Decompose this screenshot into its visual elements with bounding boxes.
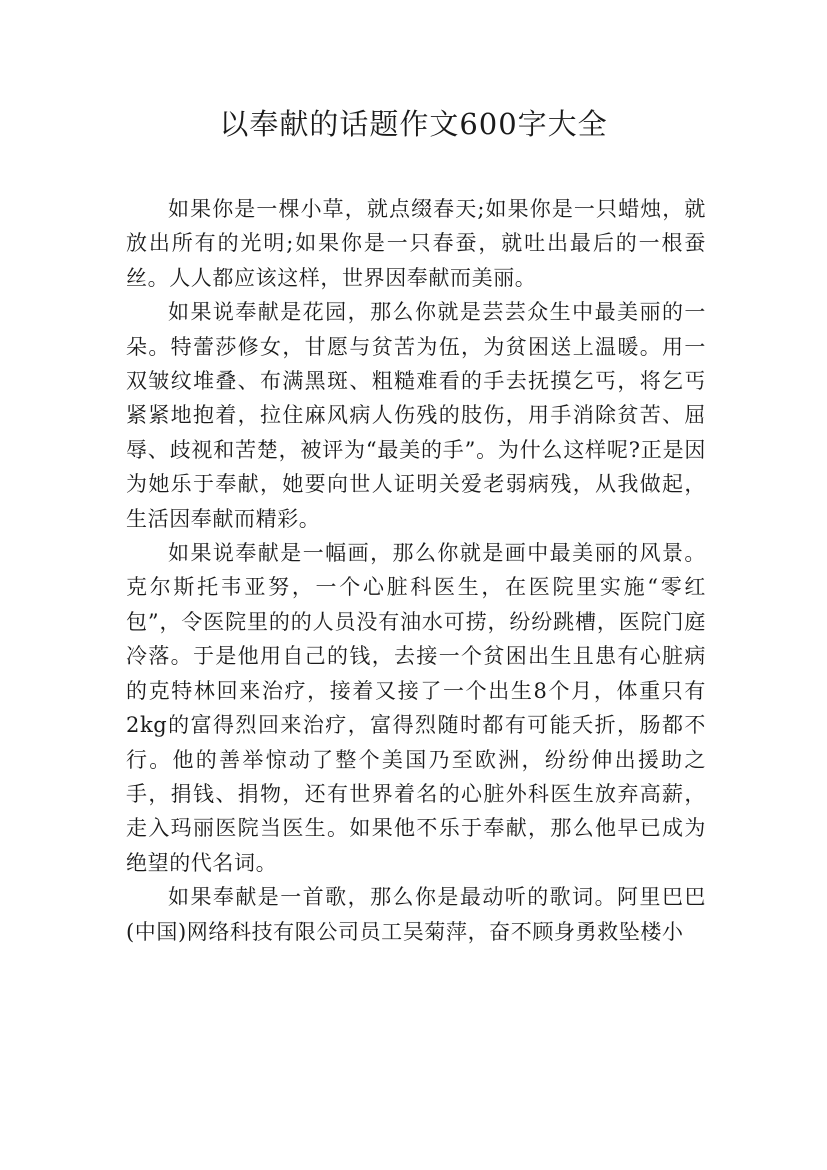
document-title: 以奉献的话题作文600字大全 — [219, 107, 608, 141]
paragraph-4: 如果奉献是一首歌，那么你是最动听的歌词。阿里巴巴(中国)网络科技有限公司员工吴菊萍，奋不顾身勇救坠楼小 — [126, 885, 706, 944]
paragraph-2: 如果说奉献是花园，那么你就是芸芸众生中最美丽的一朵。特蕾莎修女，甘愿与贫苦为伍，为贫困送上温暖。用一双皱纹堆叠、布满黑斑、粗糙难看的手去抚摸乞丐，将乞丐紧紧地抱着，拉住麻风病人伤残的肢伤，用手消除贫苦、屈辱、歧视和苦楚，被评为“最美的手”。为什么这样呢?正是因为她乐于奉献，她要向世人证明关爱老弱病残，从我做起，生活因奉献而精彩。 — [126, 300, 706, 531]
paragraph-1: 如果你是一棵小草，就点缀春天;如果你是一只蜡烛，就放出所有的光明;如果你是一只春蚕，就吐出最后的一根蚕丝。人人都应该这样，世界因奉献而美丽。 — [126, 197, 706, 290]
document-body — [126, 192, 706, 949]
paragraph-3: 如果说奉献是一幅画，那么你就是画中最美丽的风景。克尔斯托韦亚努，一个心脏科医生，在医院里实施“零红包”，令医院里的的人员没有油水可捞，纷纷跳槽，医院门庭冷落。于是他用自己的钱，去接一个贫困出生且患有心脏病的克特林回来治疗，接着又接了一个出生8个月，体重只有2kg的富得烈回来治疗，富得烈随时都有可能夭折，肠都不行。他的善举惊动了整个美国乃至欧洲，纷纷伸出援助之手，捐钱、捐物，还有世界着名的心脏外科医生放弃高薪，走入玛丽医院当医生。如果他不乐于奉献，那么他早已成为绝望的代名词。 — [126, 541, 706, 875]
